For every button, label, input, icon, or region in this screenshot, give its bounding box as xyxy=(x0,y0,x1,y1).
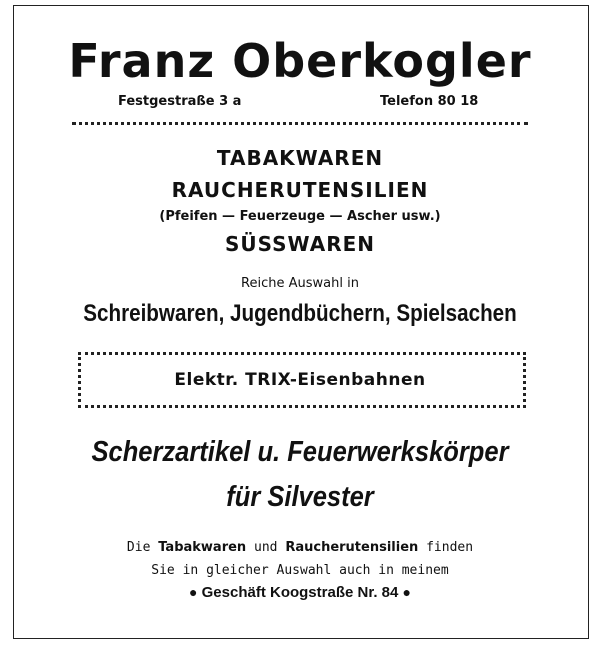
footer-word-finden: finden xyxy=(426,540,474,555)
selection-intro: Reiche Auswahl in xyxy=(241,276,359,291)
product-tobacco: TABAKWAREN xyxy=(216,146,384,170)
footer-smoking-accessories: Raucherutensilien xyxy=(285,540,419,555)
footer-line-1 xyxy=(0,540,600,555)
product-sweets: SÜSSWAREN xyxy=(225,232,375,256)
novelty-new-year: für Silvester xyxy=(226,481,374,513)
second-shop-address: Geschäft Koogstraße Nr. 84 xyxy=(201,584,399,601)
selection-items: Schreibwaren, Jugendbüchern, Spielsachen xyxy=(83,300,517,327)
product-accessories-detail: (Pfeifen — Feuerzeuge — Ascher usw.) xyxy=(159,209,441,224)
novelty-fireworks: Scherzartikel u. Feuerwerkskörper xyxy=(91,436,509,468)
footer-word-die: Die xyxy=(126,540,151,555)
footer-line-2: Sie in gleicher Auswahl auch in meinem xyxy=(151,563,449,578)
product-smoking-accessories: RAUCHERUTENSILIEN xyxy=(171,178,429,202)
trix-trains: Elektr. TRIX-Eisenbahnen xyxy=(174,370,426,390)
bullet-icon: ● xyxy=(402,584,411,600)
footer-tobacco: Tabakwaren xyxy=(158,540,247,555)
dotted-divider xyxy=(72,122,528,125)
shop-phone: Telefon 80 18 xyxy=(380,94,479,109)
shop-address: Festgestraße 3 a xyxy=(118,94,242,109)
bullet-icon: ● xyxy=(188,584,198,600)
footer-word-und: und xyxy=(254,540,278,555)
footer-shop-line xyxy=(0,584,600,601)
shop-owner-name: Franz Oberkogler xyxy=(68,34,532,88)
